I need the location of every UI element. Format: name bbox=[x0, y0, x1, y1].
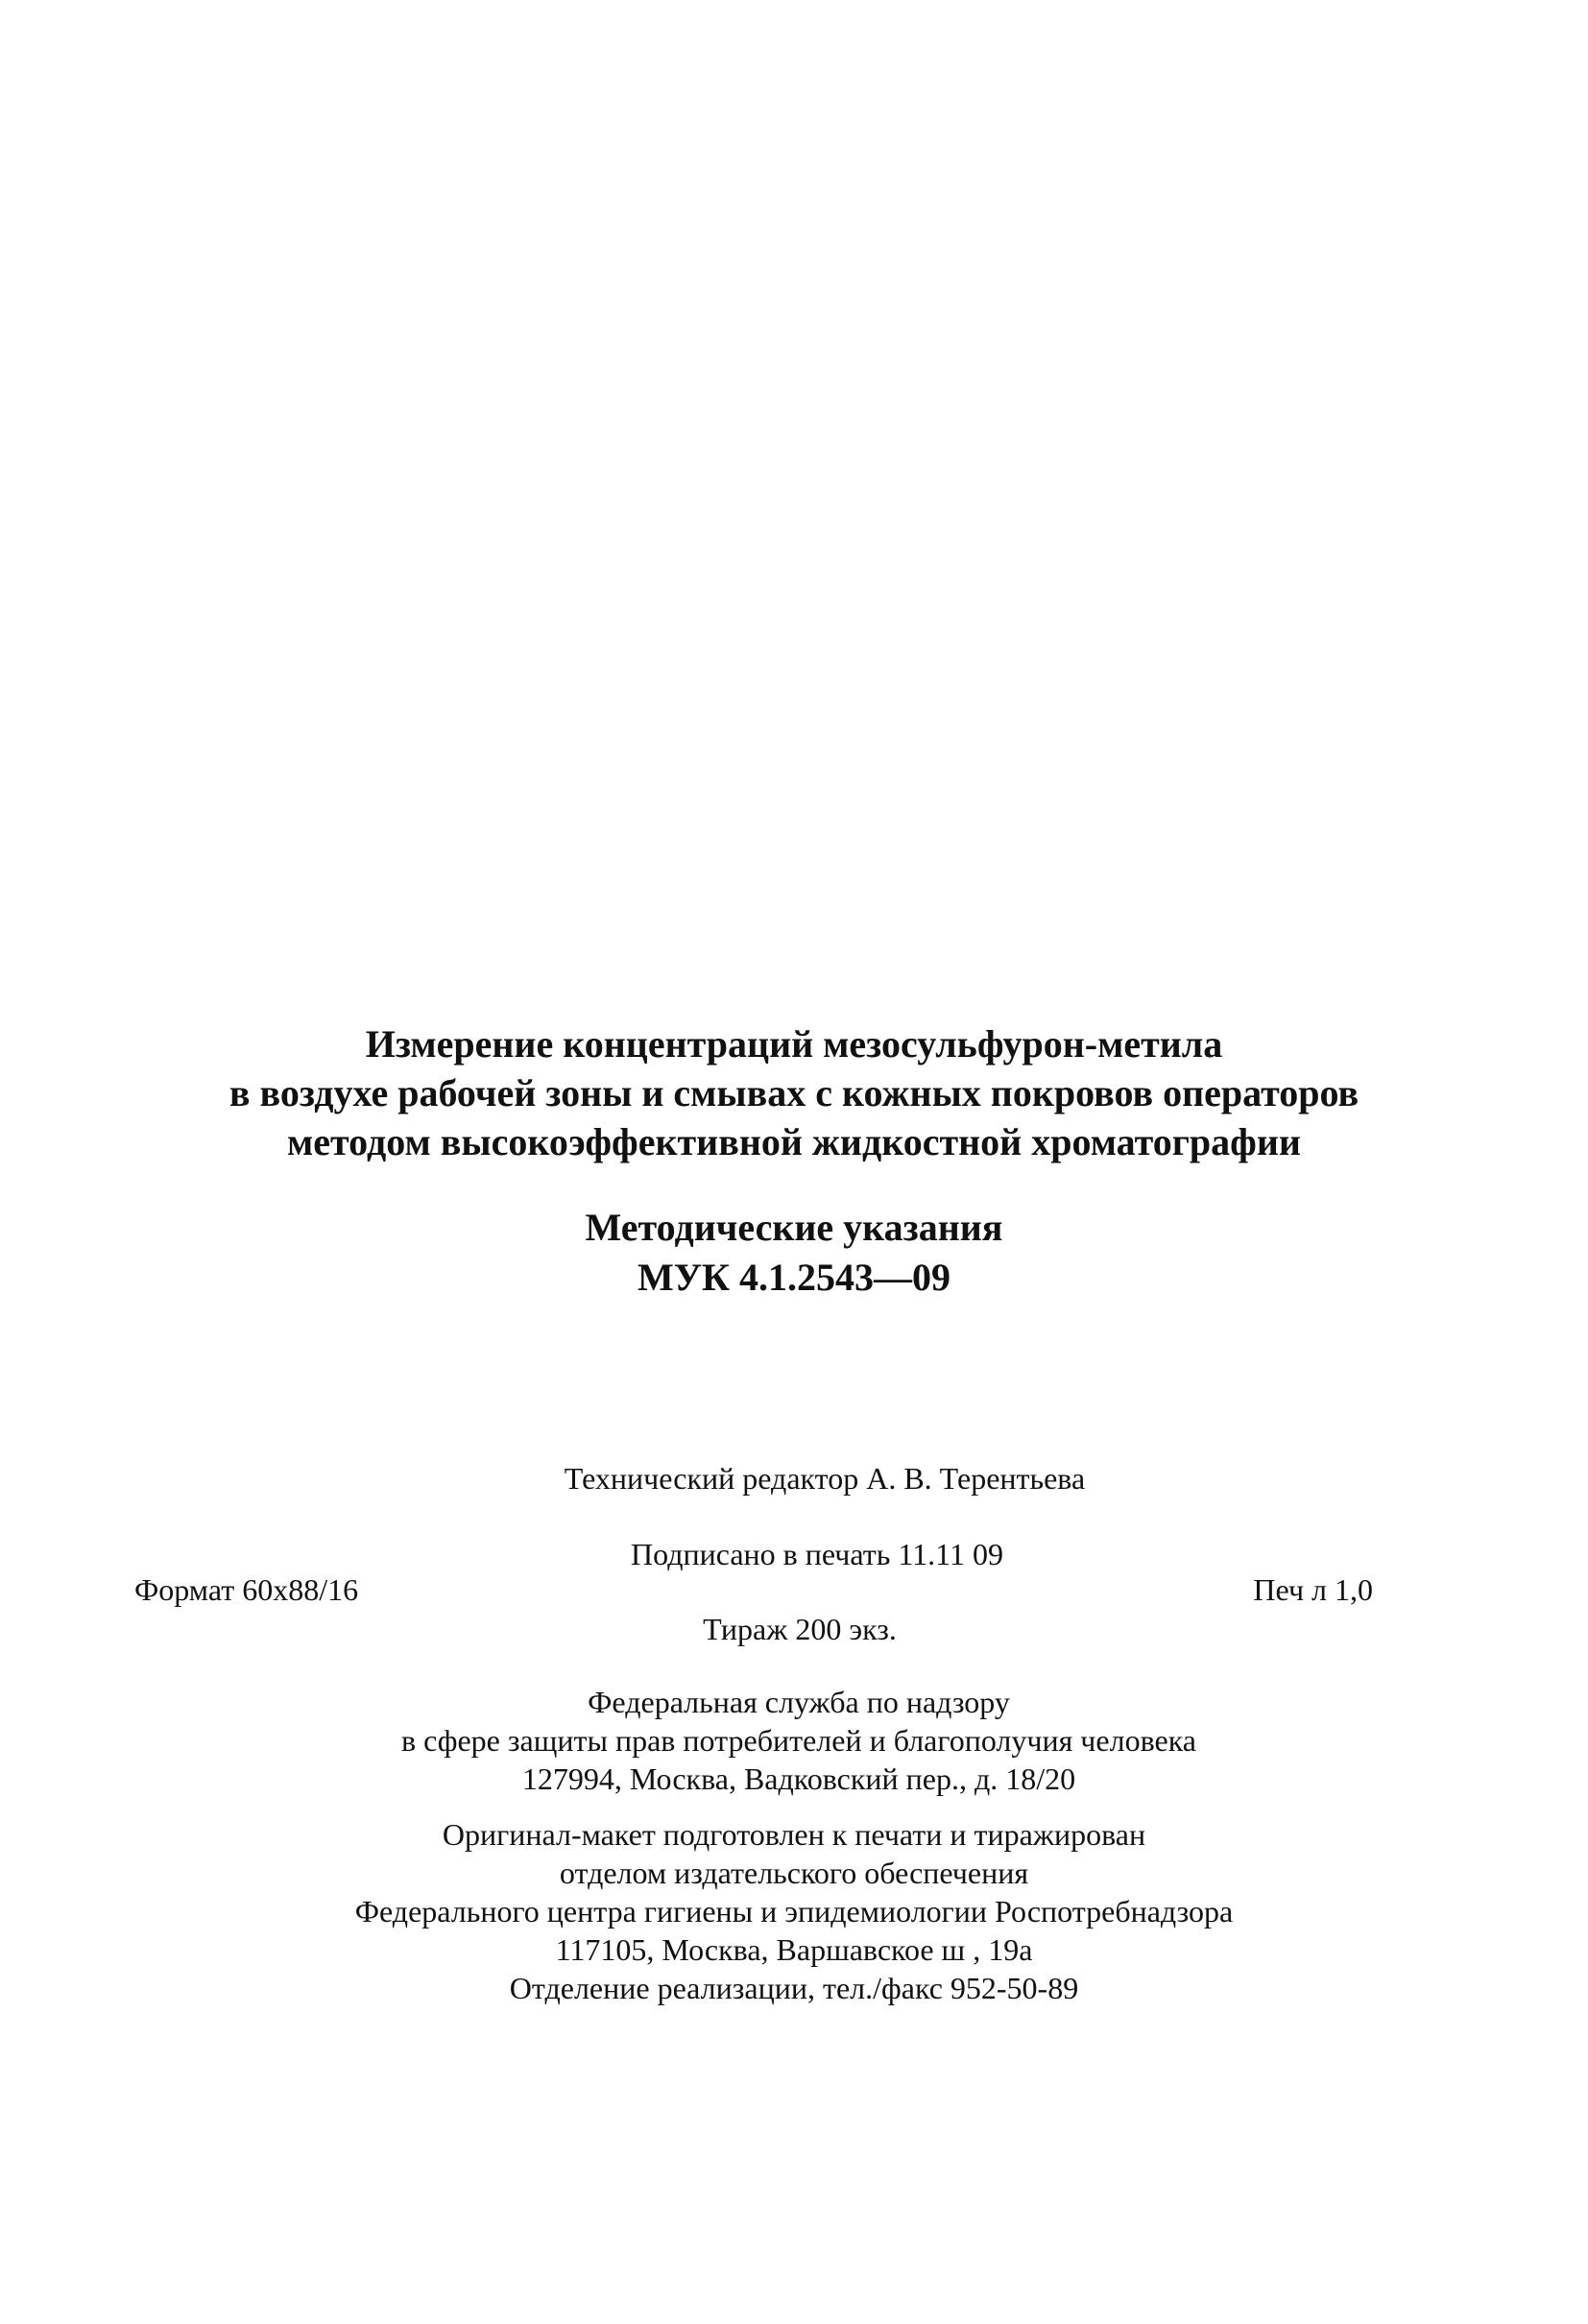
title-line-3: методом высокоэффективной жидкостной хроматографии bbox=[287, 1120, 1301, 1163]
printer-line-3: Федерального центра гигиены и эпидемиологии Роспотребнадзора bbox=[354, 1894, 1234, 1929]
printer-line-5: Отделение реализации, тел./факс 952-50-89 bbox=[509, 1971, 1079, 2005]
document-subtitle bbox=[0, 1203, 1588, 1303]
printed-sheets: Печ л 1,0 bbox=[1253, 1572, 1373, 1607]
publisher-line-3: 127994, Москва, Вадковский пер., д. 18/20 bbox=[521, 1761, 1076, 1796]
technical-editor: Технический редактор А. В. Терентьева bbox=[564, 1461, 1086, 1496]
circulation: Тираж 200 экз. bbox=[703, 1612, 897, 1646]
paper-format: Формат 60x88/16 bbox=[134, 1572, 359, 1607]
printer-line-4: 117105, Москва, Варшавское ш , 19а bbox=[555, 1932, 1033, 1967]
publisher-line-1: Федеральная служба по надзору bbox=[588, 1685, 1010, 1719]
printer-line-2: отделом издательского обеспечения bbox=[559, 1856, 1029, 1890]
publisher-line-2: в сфере защиты прав потребителей и благополучия человека bbox=[401, 1723, 1196, 1758]
title-line-2: в воздухе рабочей зоны и смывах с кожных покровов операторов bbox=[229, 1071, 1359, 1114]
printer-block bbox=[0, 1815, 1588, 2007]
signed-for-print: Подписано в печать 11.11 09 bbox=[631, 1537, 1003, 1571]
document-type: Методические указания bbox=[585, 1206, 1003, 1249]
document-code: МУК 4.1.2543—09 bbox=[637, 1256, 951, 1299]
document-title bbox=[0, 1019, 1588, 1166]
publisher-block bbox=[0, 1683, 1588, 1798]
printer-line-1: Оригинал-макет подготовлен к печати и тиражирован bbox=[442, 1817, 1146, 1852]
title-line-1: Измерение концентраций мезосульфурон-метила bbox=[365, 1022, 1223, 1066]
